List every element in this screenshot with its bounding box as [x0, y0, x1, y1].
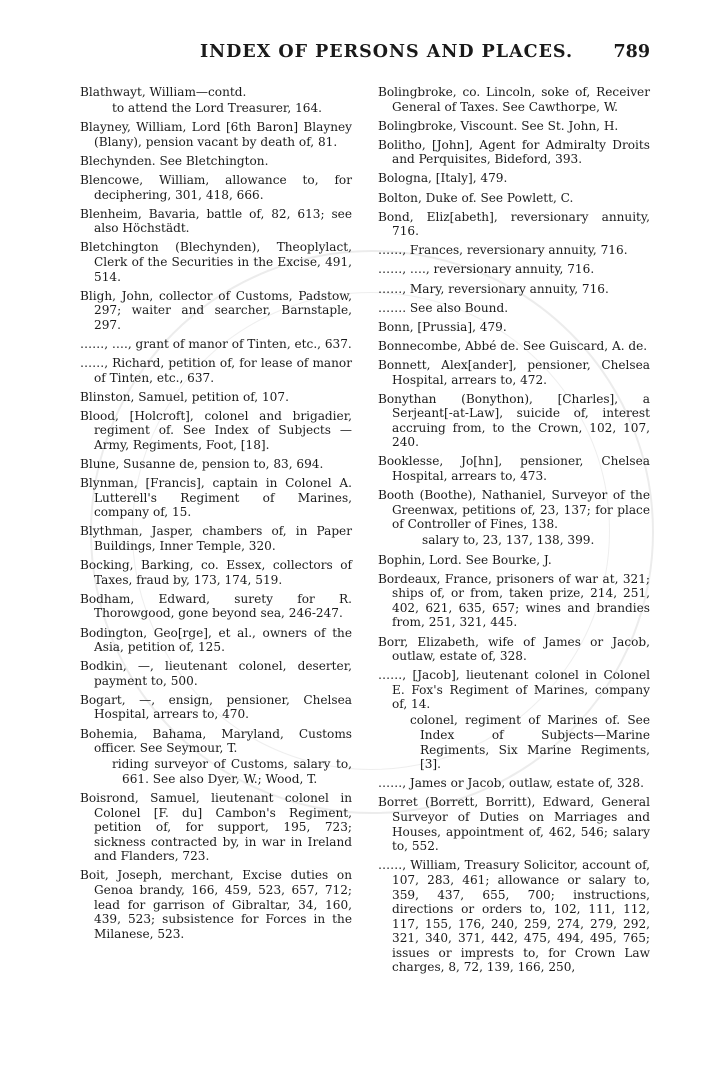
- index-entry: Boisrond, Samuel, lieutenant colonel in Colonel [F. du] Cambon's Regiment, petition of, for support, 195, 723; sickness contracted by, in war in Ireland and Flanders, 723.: [80, 790, 352, 864]
- index-entry: ……. See also Bound.: [378, 300, 509, 315]
- index-entry: Bond, Eliz[abeth], reversionary annuity, 716.: [378, 209, 650, 239]
- index-entry: ……, Mary, reversionary annuity, 716.: [378, 281, 609, 296]
- index-entry: Blenheim, Bavaria, battle of, 82, 613; see also Höchstädt.: [80, 206, 352, 236]
- index-entry: Bophin, Lord. See Bourke, J.: [378, 552, 552, 567]
- index-entry: Bodkin, —, lieutenant colonel, deserter, payment to, 500.: [80, 659, 352, 688]
- running-title: INDEX OF PERSONS AND PLACES.: [200, 42, 574, 62]
- index-entry: ……, …., grant of manor of Tinten, etc., 637.: [80, 336, 352, 351]
- index-entry: Blynman, [Francis], captain in Colonel A. Lutterell's Regiment of Marines, company of, 15.: [80, 476, 352, 520]
- index-entry: ……, William, Treasury Solicitor, account of, 107, 283, 461; allowance or salary to, 359, 437, 655, 700; instructions, directions or orders to, 102, 111, 112, 117, 155, 176, 240, 259, 274, 279, 292, 321, 340, 371, 442, 475, 494, 495, 765; issues or imprests to, for Crown Law charges, 8, 72, 139, 166, 250,: [378, 858, 650, 975]
- right-column: [378, 85, 650, 980]
- index-entry: Borr, Elizabeth, wife of James or Jacob, outlaw, estate of, 328.: [378, 634, 650, 664]
- page-header: [0, 42, 720, 72]
- index-entry: Borret (Borrett, Borritt), Edward, General Surveyor of Duties on Marriages and Houses, appointment of, 462, 546; salary to, 552.: [378, 795, 650, 854]
- index-entry: ……, James or Jacob, outlaw, estate of, 328.: [378, 776, 644, 791]
- index-entry: Blinston, Samuel, petition of, 107.: [80, 389, 289, 404]
- page-number: 789: [613, 42, 650, 62]
- index-entry: Blechynden. See Bletchington.: [80, 153, 269, 168]
- index-entry: Bodham, Edward, surety for R. Thorowgood, gone beyond sea, 246-247.: [80, 591, 352, 621]
- index-entry: Bohemia, Bahama, Maryland, Customs officer. See Seymour, T.: [80, 726, 352, 756]
- index-entry: Bolitho, [John], Agent for Admiralty Droits and Perquisites, Bideford, 393.: [378, 137, 650, 167]
- index-entry: Blythman, Jasper, chambers of, in Paper Buildings, Inner Temple, 320.: [80, 524, 352, 554]
- index-entry: Blencowe, William, allowance to, for deciphering, 301, 418, 666.: [80, 172, 352, 202]
- index-entry: Bodington, Geo[rge], et al., owners of the Asia, petition of, 125.: [80, 625, 352, 655]
- index-entry: Bonythan (Bonython), [Charles], a Serjeant[-at-Law], suicide of, interest accruing from, to the Crown, 102, 107, 240.: [378, 391, 650, 450]
- index-entry: ……, Frances, reversionary annuity, 716.: [378, 243, 628, 258]
- index-entry: salary to, 23, 137, 138, 399.: [422, 533, 595, 548]
- index-entry: colonel, regiment of Marines of. See Index of Subjects—Marine Regiments, Six Marine Regiments, [3].: [410, 713, 650, 772]
- index-entry: Bletchington (Blechynden), Theoplylact, Clerk of the Securities in the Excise, 491, 514.: [80, 240, 352, 284]
- index-entry: ……, Richard, petition of, for lease of manor of Tinten, etc., 637.: [80, 356, 352, 385]
- index-entry: Bolingbroke, Viscount. See St. John, H.: [378, 118, 619, 133]
- index-entry: Blune, Susanne de, pension to, 83, 694.: [80, 457, 324, 472]
- index-entry: Blood, [Holcroft], colonel and brigadier, regiment of. See Index of Subjects —Army, Regiments, Foot, [18].: [80, 408, 352, 452]
- index-entry: ……, [Jacob], lieutenant colonel in Colonel E. Fox's Regiment of Marines, company of, 14.: [378, 668, 650, 712]
- index-entry: Boit, Joseph, merchant, Excise duties on Genoa brandy, 166, 459, 523, 657, 712; lead for garrison of Gibraltar, 34, 160, 439, 523; subsistence for Forces in the Milanese, 523.: [80, 868, 352, 941]
- index-entry: Bonnecombe, Abbé de. See Guiscard, A. de.: [378, 338, 648, 353]
- index-entry: Bocking, Barking, co. Essex, collectors of Taxes, fraud by, 173, 174, 519.: [80, 558, 352, 587]
- left-column: [80, 85, 352, 946]
- index-entry: to attend the Lord Treasurer, 164.: [112, 101, 322, 116]
- index-entry: Booth (Boothe), Nathaniel, Surveyor of the Greenwax, petitions of, 23, 137; for place of Controller of Fines, 138.: [378, 488, 650, 532]
- index-entry: Bologna, [Italy], 479.: [378, 171, 508, 186]
- index-entry: Bolingbroke, co. Lincoln, soke of, Receiver General of Taxes. See Cawthorpe, W.: [378, 85, 650, 114]
- index-entry: ……, …., reversionary annuity, 716.: [378, 262, 595, 277]
- index-entry: riding surveyor of Customs, salary to, 661. See also Dyer, W.; Wood, T.: [112, 757, 352, 786]
- index-entry: Blathwayt, William—contd.: [80, 85, 247, 99]
- index-entry: Bogart, —, ensign, pensioner, Chelsea Hospital, arrears to, 470.: [80, 692, 352, 722]
- index-entry: Bonnett, Alex[ander], pensioner, Chelsea Hospital, arrears to, 472.: [378, 357, 650, 387]
- index-entry: Booklesse, Jo[hn], pensioner, Chelsea Hospital, arrears to, 473.: [378, 454, 650, 484]
- index-entry: Bligh, John, collector of Customs, Padstow, 297; waiter and searcher, Barnstaple, 297.: [80, 288, 352, 332]
- index-entry: Bonn, [Prussia], 479.: [378, 319, 507, 334]
- index-entry: Bolton, Duke of. See Powlett, C.: [378, 190, 574, 205]
- index-entry: Bordeaux, France, prisoners of war at, 321; ships of, or from, taken prize, 214, 251, 402, 621, 635, 657; wines and brandies from, 251, 321, 445.: [378, 571, 650, 630]
- index-entry: Blayney, William, Lord [6th Baron] Blayney (Blany), pension vacant by death of, 81.: [80, 120, 352, 149]
